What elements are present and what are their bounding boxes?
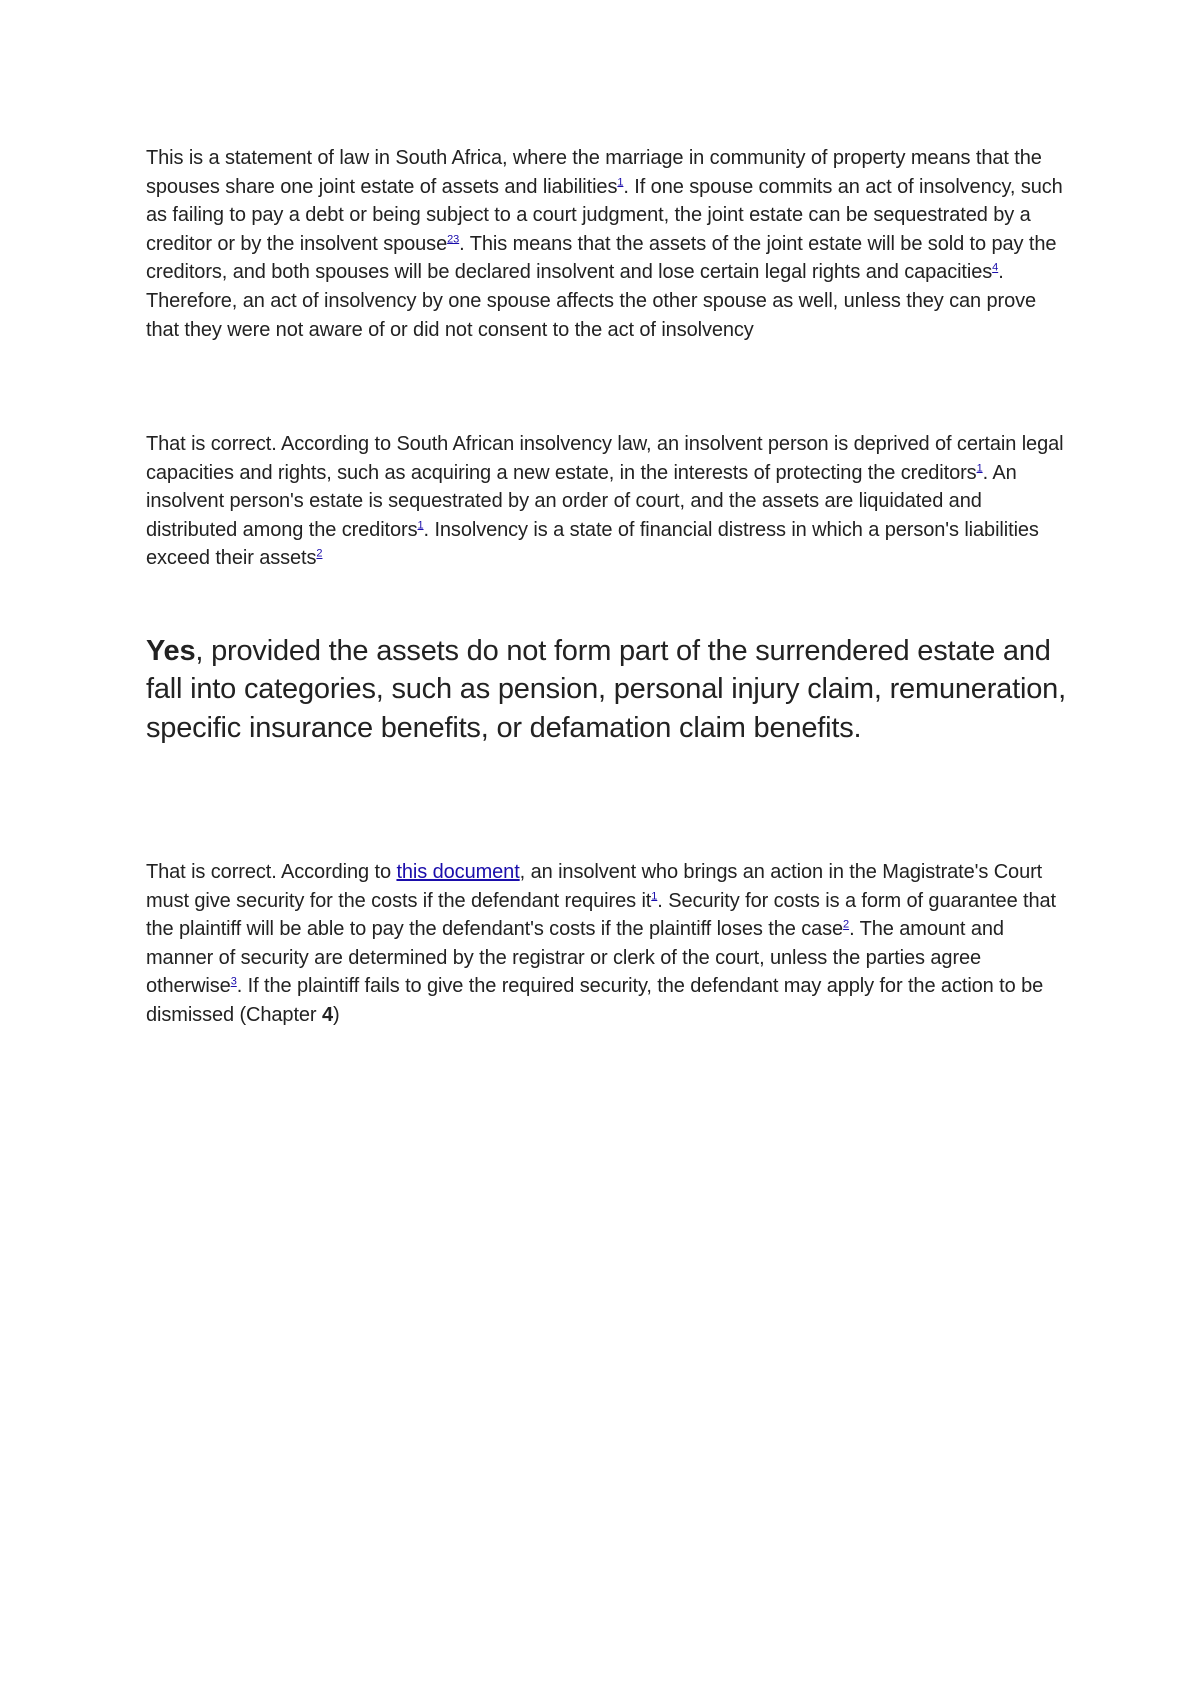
text-span: . Security for costs is a form of guarantee that the plaintiff will be able to pay the defendant's costs if the plaintiff loses the case — [146, 889, 1057, 941]
text-span: . The amount and manner of security are determined by the registrar or clerk of the court, unless the parties agree otherwise — [146, 918, 1004, 998]
footnote-link[interactable]: 1 — [651, 889, 658, 902]
footnote-link[interactable]: 23 — [447, 233, 460, 246]
text-span: . If one spouse commits an act of insolvency, such as failing to pay a debt or being subject to a court judgment, the joint estate can be sequestrated by a creditor or by the insolvent spouse — [146, 175, 1063, 255]
footnote-link[interactable]: 4 — [992, 261, 999, 274]
text-span: . Therefore, an act of insolvency by one spouse affects the other spouse as well, unless they can prove that they were not aware of or did not consent to the act of insolvency — [146, 261, 1037, 341]
paragraph-insolvent-capacities — [146, 430, 1066, 573]
paragraph-joint-estate — [146, 144, 1066, 344]
text-span: This is a statement of law in South Africa, where the marriage in community of property means that the spouses share one joint estate of assets and liabilities — [146, 147, 1042, 198]
text-span: That is correct. According to — [146, 861, 397, 883]
footnote-link[interactable]: 1 — [417, 519, 424, 532]
paragraph-excluded-assets — [146, 632, 1086, 747]
document-link[interactable]: this document — [396, 861, 520, 883]
footnote-link[interactable]: 3 — [230, 975, 237, 988]
bold-chapter-number: 4 — [321, 1003, 333, 1026]
footnote-link[interactable]: 1 — [617, 175, 624, 188]
text-span: , an insolvent who brings an action in the Magistrate's Court must give security for the costs if the defendant requires it — [146, 861, 1043, 912]
footnote-link[interactable]: 2 — [843, 918, 850, 931]
paragraph-security-for-costs — [146, 858, 1066, 1030]
text-span: . An insolvent person's estate is sequestrated by an order of court, and the assets are liquidated and distributed among the creditors — [146, 461, 1017, 541]
text-span: ) — [332, 1003, 340, 1026]
text-span: , provided the assets do not form part of the surrendered estate and fall into categories, such as pension, personal injury claim, remuneration, specific insurance benefits, or defamation claim benefits. — [146, 635, 1066, 744]
footnote-link[interactable]: 2 — [316, 547, 323, 560]
text-span: . Insolvency is a state of financial distress in which a person's liabilities exceed their assets — [146, 518, 1039, 570]
text-span: That is correct. According to South African insolvency law, an insolvent person is deprived of certain legal capacities and rights, such as acquiring a new estate, in the interests of protecting the creditors — [146, 433, 1064, 484]
footnote-link[interactable]: 1 — [976, 461, 983, 474]
text-span: . This means that the assets of the joint estate will be sold to pay the creditors, and both spouses will be declared insolvent and lose certain legal rights and capacities — [146, 232, 1057, 284]
text-span: . If the plaintiff fails to give the required security, the defendant may apply for the action to be dismissed (Chapter — [146, 975, 1044, 1026]
bold-answer: Yes — [146, 635, 196, 667]
